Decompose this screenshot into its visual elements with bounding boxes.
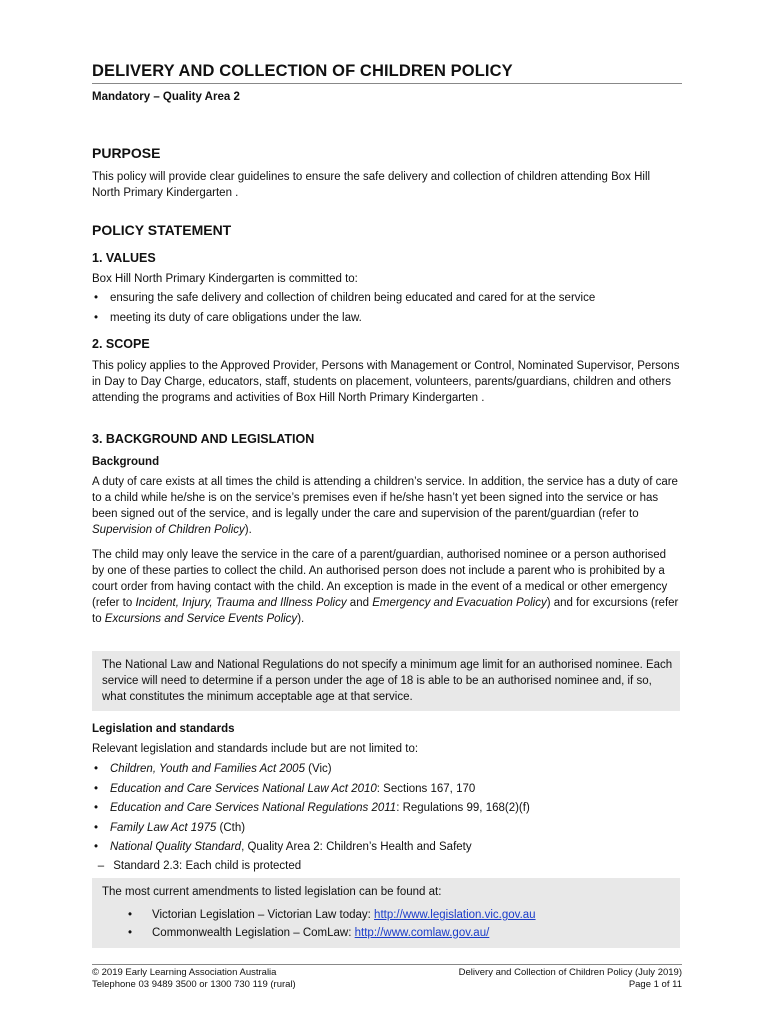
policy-reference: Incident, Injury, Trauma and Illness Policy [135,597,347,609]
scope-heading: 2. SCOPE [92,337,150,351]
legislation-intro: Relevant legislation and standards include but are not limited to: [92,743,419,755]
values-heading: 1. VALUES [92,251,156,265]
footer-document-name: Delivery and Collection of Children Policy (July 2019) [458,967,682,978]
vic-legislation-link[interactable]: http://www.legislation.vic.gov.au [374,909,536,921]
policy-reference: Excursions and Service Events Policy [104,613,298,625]
policy-reference: Emergency and Evacuation Policy [372,597,547,609]
list-item: • National Quality Standard, Quality Area 2: Children’s Health and Safety [92,838,680,858]
values-intro: Box Hill North Primary Kindergarten is committed to: [92,273,358,285]
sub-list-item: – Standard 2.3: Each child is protected [97,860,302,872]
list-item: • ensuring the safe delivery and collection of children being educated and cared for at the service [92,289,680,309]
policy-statement-heading: POLICY STATEMENT [92,222,232,238]
footer-phone: Telephone 03 9489 3500 or 1300 730 119 (rural) [92,979,296,990]
purpose-text: This policy will provide clear guidelines to ensure the safe delivery and collection of children attending Box Hill North Primary Kindergarten . [92,171,651,199]
note-box [92,651,680,711]
amendments-box [92,878,680,948]
background-paragraph-2: The child may only leave the service in the care of a parent/guardian, authorised nominee or a person authorised by one of these parties to collect the child. An authorised person does not include a parent who is prohibited by a court order from having contact with the child. An exception is made in the event of a medical or other emergency (refer to Incident, Injury, Trauma and Illness Policy and Emergency and Evacuation Policy) and for excursions (refer to Excursions and Service Events Policy). [92,549,679,625]
values-list [92,289,680,328]
background-heading: 3. BACKGROUND AND LEGISLATION [92,432,315,446]
document-subtitle: Mandatory – Quality Area 2 [92,91,240,103]
footer-copyright: © 2019 Early Learning Association Australia [92,967,277,978]
list-item: • Victorian Legislation – Victorian Law today: http://www.legislation.vic.gov.au [102,906,674,924]
list-item: • Family Law Act 1975 (Cth) [92,819,680,839]
note-text: The National Law and National Regulations do not specify a minimum age limit for an authorised nominee. Each service will need to determine if a person under the age of 18 is able to be an authorised nominee and, if so, what constitutes the minimum acceptable age at that service. [102,659,673,703]
scope-text: This policy applies to the Approved Provider, Persons with Management or Control, Nominated Supervisor, Persons in Day to Day Charge, educators, staff, students on placement, volunteers, parents/guardians, children and others attending the programs and activities of Box Hill North Primary Kindergarten . [92,360,680,404]
document-title: DELIVERY AND COLLECTION OF CHILDREN POLICY [92,62,682,84]
list-item: • Education and Care Services National Law Act 2010: Sections 167, 170 [92,780,680,800]
footer-page-number: Page 1 of 11 [628,979,682,990]
amendments-intro: The most current amendments to listed legislation can be found at: [102,886,442,898]
legislation-list [92,760,680,858]
background-subheading: Background [92,456,160,468]
background-paragraph-1: A duty of care exists at all times the child is attending a children’s service. In addition, the service has a duty of care to a child while he/she is on the service’s premises even if he/she hasn’t yet been signed into the service or has been signed out of the service, and is legally under the care and supervision of the parent/guardian (refer to Supervision of Children Policy). [92,476,678,536]
page-footer [92,964,682,990]
amendments-links [102,906,674,942]
list-item: • Education and Care Services National Regulations 2011: Regulations 99, 168(2)(f) [92,799,680,819]
legislation-subheading: Legislation and standards [92,723,235,735]
list-item: • Children, Youth and Families Act 2005 (Vic) [92,760,680,780]
purpose-heading: PURPOSE [92,145,161,161]
comlaw-link[interactable]: http://www.comlaw.gov.au/ [354,927,490,939]
list-item: • meeting its duty of care obligations under the law. [92,309,680,329]
policy-reference: Supervision of Children Policy [92,524,245,536]
list-item: • Commonwealth Legislation – ComLaw: http://www.comlaw.gov.au/ [102,924,674,942]
